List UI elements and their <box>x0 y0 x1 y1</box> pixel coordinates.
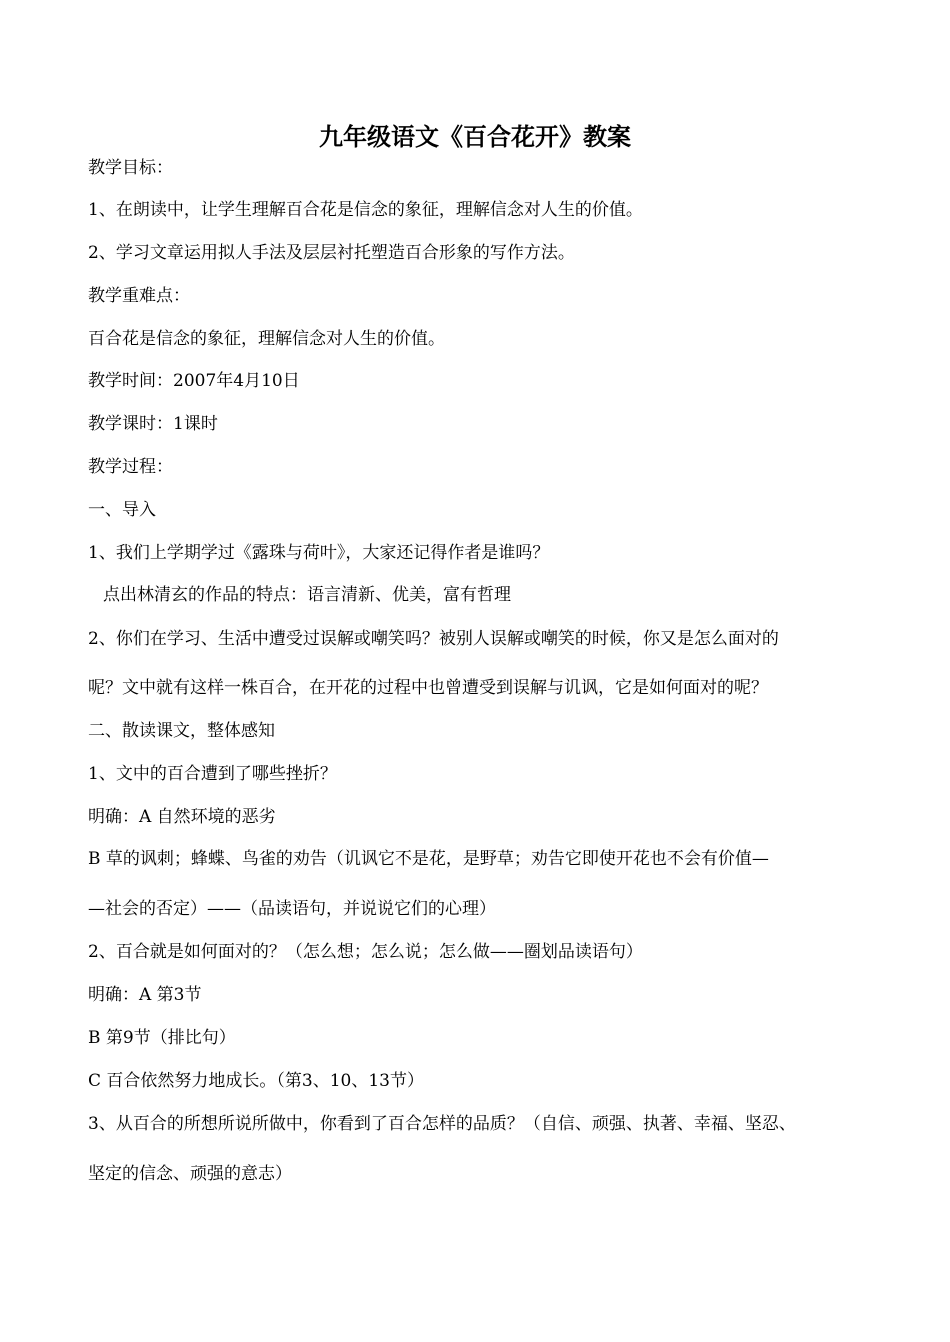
step-heading-reading: 二、散读课文，整体感知 <box>88 721 275 741</box>
reading-question-3-line-1: 3、从百合的所想所说所做中，你看到了百合怎样的品质？（自信、顽强、执著、幸福、坚忍、 <box>88 1114 796 1134</box>
reading-question-1: 1、文中的百合遭到了哪些挫折？ <box>88 764 337 784</box>
intro-item-2-line-2: 呢？文中就有这样一株百合，在开花的过程中也曾遭受到误解与讥讽，它是如何面对的呢？ <box>88 678 768 698</box>
answer-2-a: 明确：A 第3节 <box>88 985 202 1005</box>
goal-item-1: 1、在朗读中，让学生理解百合花是信念的象征，理解信念对人生的价值。 <box>88 200 643 220</box>
reading-question-3-line-2: 坚定的信念、顽强的意志） <box>88 1164 292 1184</box>
section-heading-goals: 教学目标： <box>88 158 173 178</box>
answer-1-b-line-2: —社会的否定）——（品读语句，并说说它们的心理） <box>88 899 496 919</box>
intro-item-1: 1、我们上学期学过《露珠与荷叶》，大家还记得作者是谁吗？ <box>88 543 550 563</box>
document-title: 九年级语文《百合花开》教案 <box>319 122 631 151</box>
section-heading-process: 教学过程： <box>88 457 173 477</box>
answer-1-a: 明确：A 自然环境的恶劣 <box>88 807 276 827</box>
teaching-date: 教学时间：2007年4月10日 <box>88 371 300 391</box>
intro-item-2-line-1: 2、你们在学习、生活中遭受过误解或嘲笑吗？被别人误解或嘲笑的时候，你又是怎么面对的 <box>88 629 779 649</box>
goal-item-2: 2、学习文章运用拟人手法及层层衬托塑造百合形象的写作方法。 <box>88 243 575 263</box>
section-heading-key-points: 教学重难点： <box>88 286 190 306</box>
answer-2-b: B 第9节（排比句） <box>88 1028 236 1048</box>
intro-note: 点出林清玄的作品的特点：语言清新、优美，富有哲理 <box>103 585 511 605</box>
answer-1-b-line-1: B 草的讽刺；蜂蝶、鸟雀的劝告（讥讽它不是花，是野草；劝告它即使开花也不会有价值— <box>88 849 769 869</box>
step-heading-intro: 一、导入 <box>88 500 156 520</box>
teaching-periods: 教学课时：1课时 <box>88 414 218 434</box>
reading-question-2: 2、百合就是如何面对的？（怎么想；怎么说；怎么做——圈划品读语句） <box>88 942 643 962</box>
answer-2-c: C 百合依然努力地成长。（第3、10、13节） <box>88 1071 424 1091</box>
key-point-text: 百合花是信念的象征，理解信念对人生的价值。 <box>88 329 445 349</box>
